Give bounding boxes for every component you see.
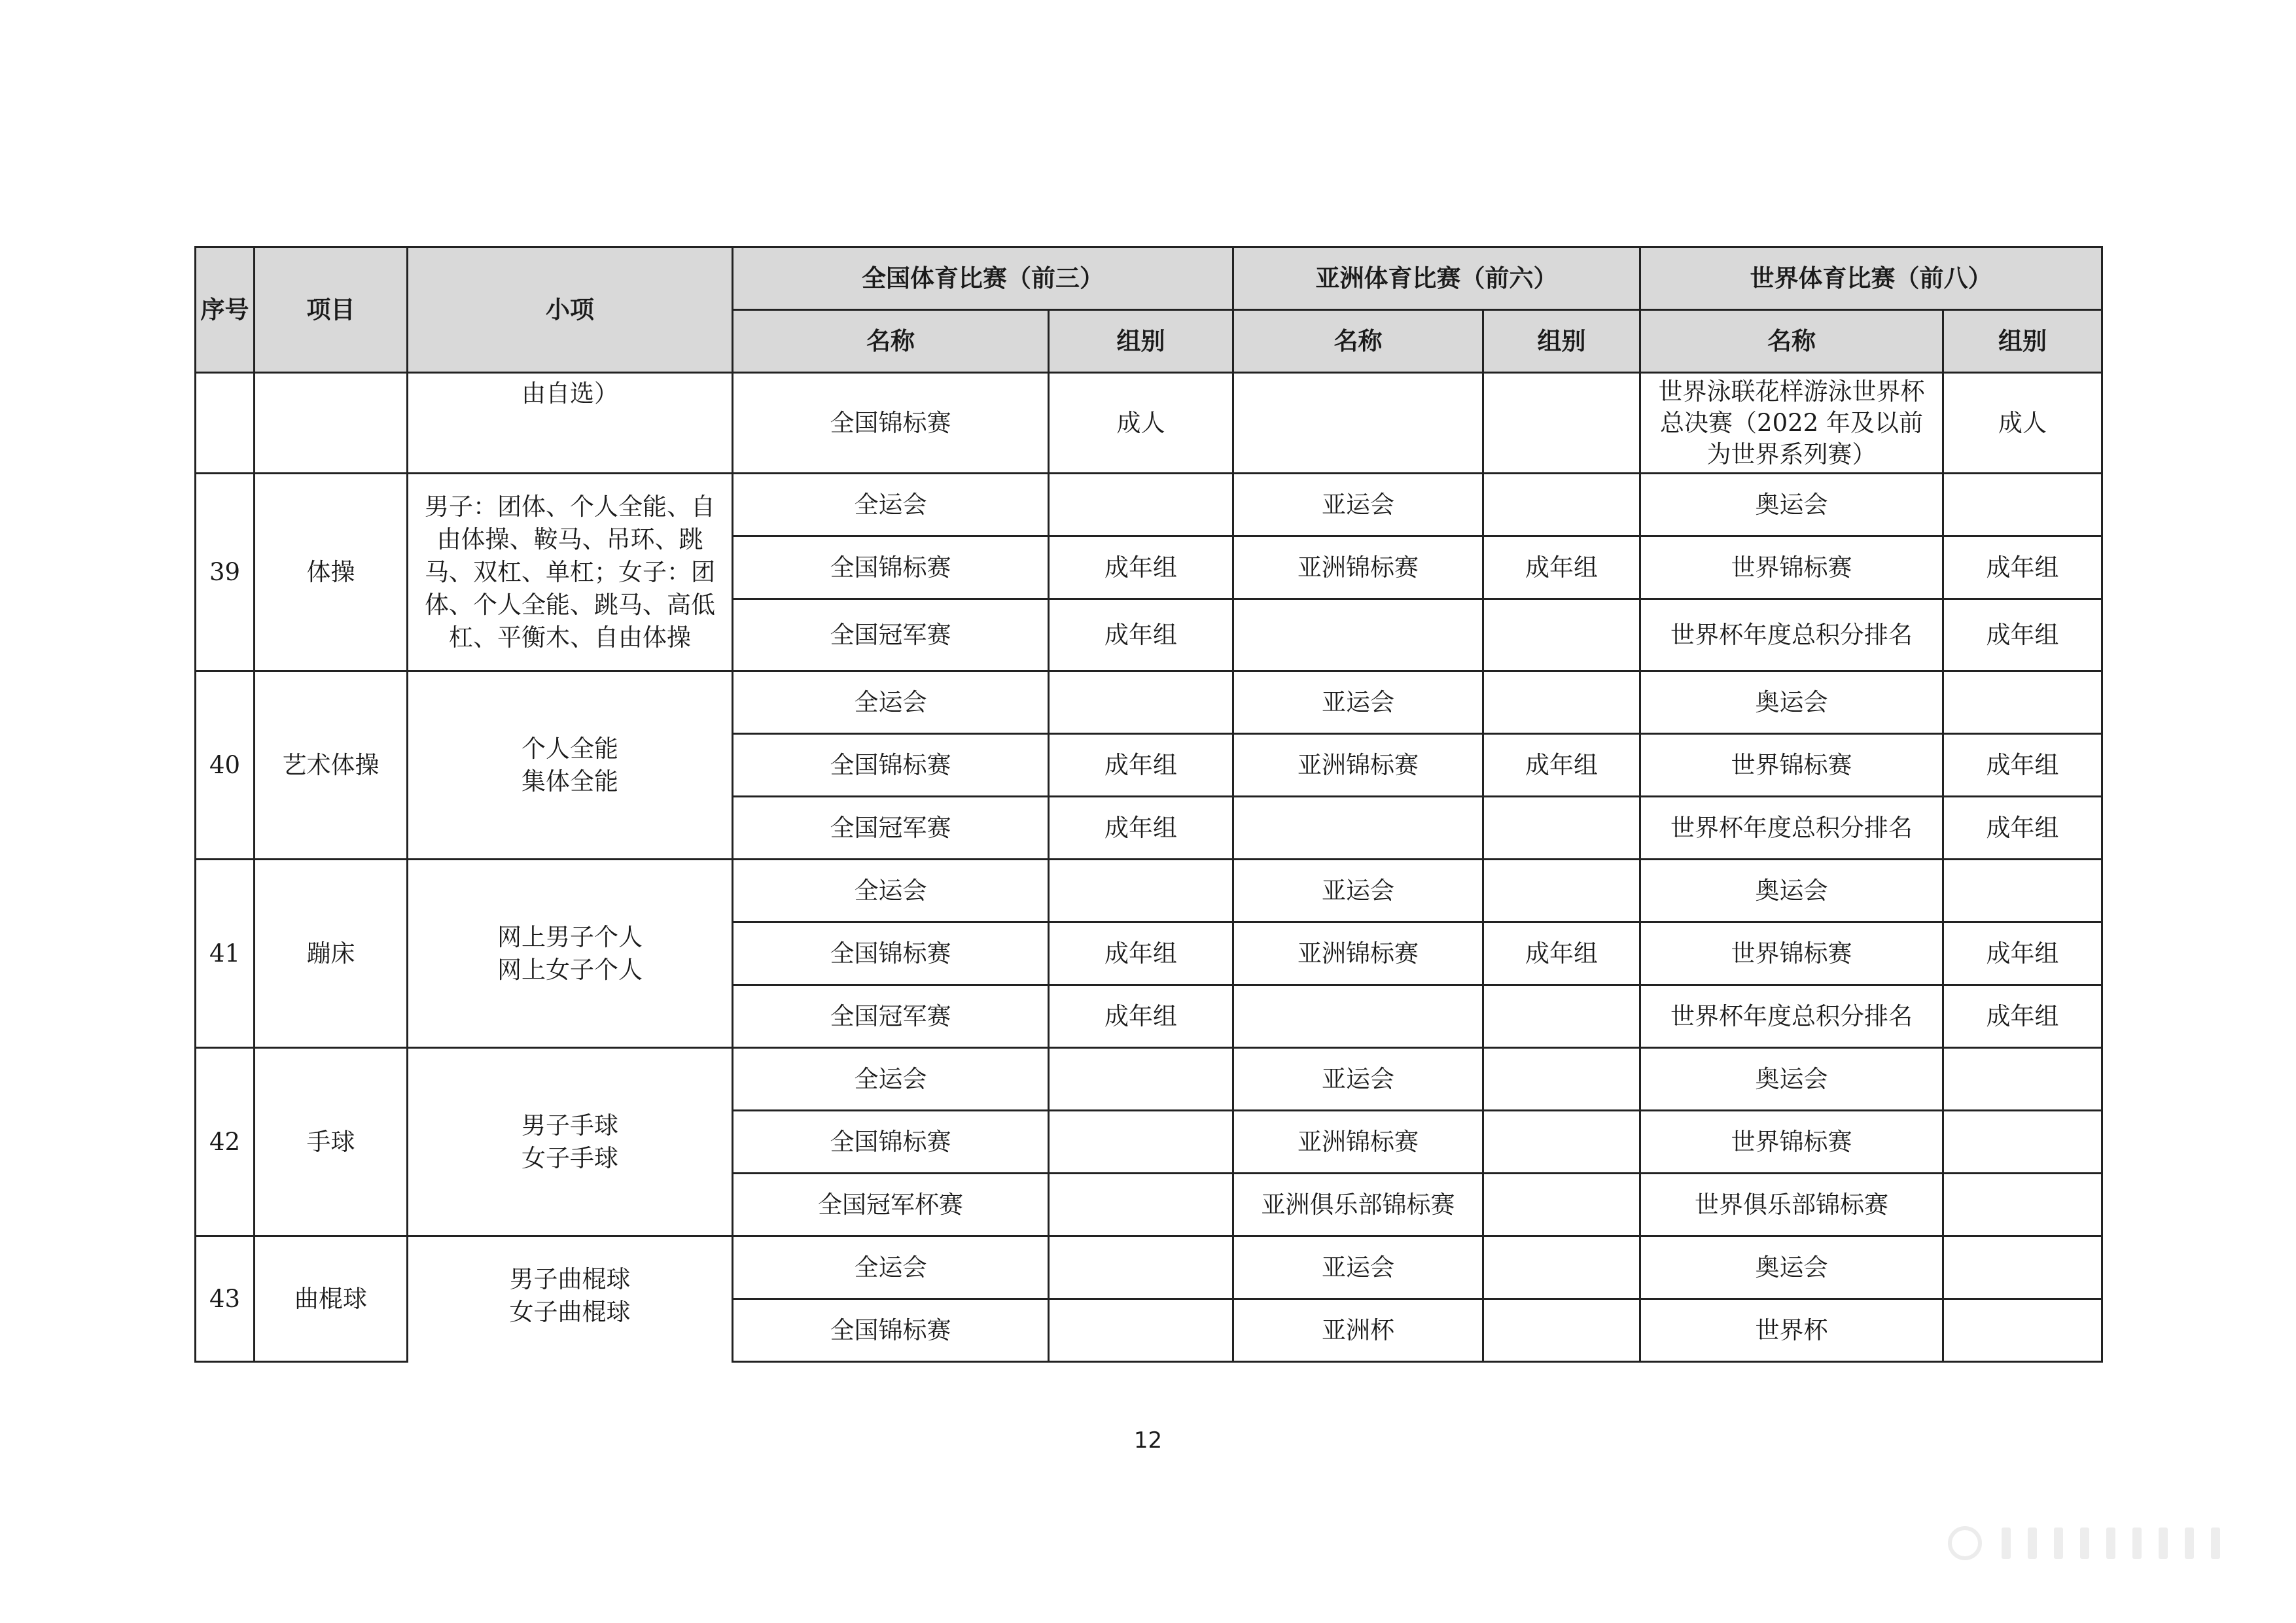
world-group-cell xyxy=(1943,671,2102,734)
world-name-cell: 世界杯年度总积分排名 xyxy=(1640,985,1943,1048)
asia-name-cell xyxy=(1233,797,1483,860)
nat-name-cell: 全国锦标赛 xyxy=(733,734,1049,797)
asia-name-cell: 亚运会 xyxy=(1233,474,1483,536)
sub-cell: 男子：团体、个人全能、自由体操、鞍马、吊环、跳马、双杠、单杠；女子：团体、个人全能、跳马、高低杠、平衡木、自由体操 xyxy=(408,474,733,671)
header-nat-group: 组别 xyxy=(1049,310,1233,373)
header-asia-group: 组别 xyxy=(1483,310,1640,373)
watermark-bar-icon xyxy=(2185,1527,2194,1559)
table-row xyxy=(196,671,2102,734)
sub-cell: 由自选） xyxy=(408,373,733,474)
world-group-cell xyxy=(1943,860,2102,922)
world-group-cell: 成年组 xyxy=(1943,797,2102,860)
asia-group-cell xyxy=(1483,599,1640,671)
asia-name-cell: 亚运会 xyxy=(1233,860,1483,922)
nat-group-cell: 成年组 xyxy=(1049,797,1233,860)
world-name-cell: 世界锦标赛 xyxy=(1640,734,1943,797)
header-world-group: 组别 xyxy=(1943,310,2102,373)
world-name-cell: 奥运会 xyxy=(1640,671,1943,734)
nat-name-cell: 全国锦标赛 xyxy=(733,1111,1049,1174)
header-national: 全国体育比赛（前三） xyxy=(733,247,1233,310)
seq-cell: 41 xyxy=(196,860,255,1048)
nat-group-cell: 成年组 xyxy=(1049,985,1233,1048)
asia-name-cell xyxy=(1233,373,1483,474)
sub-line: 男子曲棍球 xyxy=(509,1265,631,1293)
asia-group-cell xyxy=(1483,797,1640,860)
nat-name-cell: 全运会 xyxy=(733,860,1049,922)
world-group-cell xyxy=(1943,474,2102,536)
header-asia-name: 名称 xyxy=(1233,310,1483,373)
asia-group-cell xyxy=(1483,1048,1640,1111)
asia-name-cell xyxy=(1233,599,1483,671)
asia-name-cell: 亚洲锦标赛 xyxy=(1233,734,1483,797)
asia-group-cell xyxy=(1483,373,1640,474)
header-asian: 亚洲体育比赛（前六） xyxy=(1233,247,1640,310)
asia-name-cell: 亚洲锦标赛 xyxy=(1233,536,1483,599)
asia-group-cell xyxy=(1483,860,1640,922)
world-group-cell: 成年组 xyxy=(1943,734,2102,797)
watermark-bar-icon xyxy=(2132,1527,2142,1559)
nat-name-cell: 全国锦标赛 xyxy=(733,922,1049,985)
watermark-bar-icon xyxy=(2080,1527,2089,1559)
world-group-cell xyxy=(1943,1236,2102,1299)
project-cell: 手球 xyxy=(255,1048,408,1236)
seq-cell xyxy=(196,373,255,474)
seq-cell: 42 xyxy=(196,1048,255,1236)
asia-name-cell: 亚运会 xyxy=(1233,1048,1483,1111)
world-group-cell: 成年组 xyxy=(1943,599,2102,671)
world-name-cell: 奥运会 xyxy=(1640,1048,1943,1111)
world-group-cell: 成人 xyxy=(1943,373,2102,474)
world-name-cell: 奥运会 xyxy=(1640,474,1943,536)
asia-group-cell xyxy=(1483,671,1640,734)
project-cell: 艺术体操 xyxy=(255,671,408,860)
world-group-cell: 成年组 xyxy=(1943,922,2102,985)
nat-group-cell: 成年组 xyxy=(1049,922,1233,985)
nat-name-cell: 全国冠军杯赛 xyxy=(733,1174,1049,1236)
asia-group-cell xyxy=(1483,985,1640,1048)
nat-group-cell xyxy=(1049,474,1233,536)
header-sub: 小项 xyxy=(408,247,733,373)
table-row xyxy=(196,1048,2102,1111)
asia-name-cell: 亚运会 xyxy=(1233,671,1483,734)
watermark-bar-icon xyxy=(2159,1527,2168,1559)
competition-table xyxy=(194,246,2103,1363)
project-cell: 体操 xyxy=(255,474,408,671)
nat-group-cell xyxy=(1049,1174,1233,1236)
asia-group-cell xyxy=(1483,1299,1640,1362)
nat-group-cell xyxy=(1049,1299,1233,1362)
nat-group-cell xyxy=(1049,1048,1233,1111)
world-name-cell: 奥运会 xyxy=(1640,1236,1943,1299)
watermark-bar-icon xyxy=(2106,1527,2115,1559)
asia-group-cell xyxy=(1483,1236,1640,1299)
nat-name-cell: 全国锦标赛 xyxy=(733,1299,1049,1362)
header-seq: 序号 xyxy=(196,247,255,373)
sub-line: 个人全能 xyxy=(521,734,618,763)
sub-cell xyxy=(408,860,733,1048)
world-name-cell: 世界杯 xyxy=(1640,1299,1943,1362)
asia-name-cell: 亚洲俱乐部锦标赛 xyxy=(1233,1174,1483,1236)
table-row xyxy=(196,1236,2102,1299)
sub-line: 集体全能 xyxy=(521,767,618,795)
watermark-bar-icon xyxy=(2028,1527,2037,1559)
watermark-bar-icon xyxy=(2211,1527,2220,1559)
world-group-cell: 成年组 xyxy=(1943,536,2102,599)
watermark-bar-icon xyxy=(2054,1527,2063,1559)
world-group-cell: 成年组 xyxy=(1943,985,2102,1048)
asia-name-cell: 亚运会 xyxy=(1233,1236,1483,1299)
sub-line: 男子手球 xyxy=(521,1111,618,1140)
nat-name-cell: 全运会 xyxy=(733,1048,1049,1111)
header-world-name: 名称 xyxy=(1640,310,1943,373)
nat-group-cell: 成人 xyxy=(1049,373,1233,474)
world-name-cell: 奥运会 xyxy=(1640,860,1943,922)
asia-name-cell: 亚洲杯 xyxy=(1233,1299,1483,1362)
world-name-cell: 世界俱乐部锦标赛 xyxy=(1640,1174,1943,1236)
nat-group-cell: 成年组 xyxy=(1049,536,1233,599)
watermark-logo xyxy=(1948,1526,2236,1560)
nat-group-cell xyxy=(1049,1111,1233,1174)
header-project: 项目 xyxy=(255,247,408,373)
project-cell: 曲棍球 xyxy=(255,1236,408,1362)
header-row-1 xyxy=(196,247,2102,310)
nat-name-cell: 全运会 xyxy=(733,671,1049,734)
asia-name-cell: 亚洲锦标赛 xyxy=(1233,1111,1483,1174)
world-name-cell: 世界杯年度总积分排名 xyxy=(1640,797,1943,860)
nat-group-cell: 成年组 xyxy=(1049,734,1233,797)
nat-name-cell: 全运会 xyxy=(733,474,1049,536)
nat-name-cell: 全运会 xyxy=(733,1236,1049,1299)
table-row xyxy=(196,474,2102,536)
asia-group-cell: 成年组 xyxy=(1483,536,1640,599)
table-row xyxy=(196,860,2102,922)
asia-name-cell xyxy=(1233,985,1483,1048)
nat-name-cell: 全国冠军赛 xyxy=(733,599,1049,671)
world-name-cell: 世界泳联花样游泳世界杯总决赛（2022 年及以前为世界系列赛） xyxy=(1640,373,1943,474)
sub-cell xyxy=(408,671,733,860)
nat-group-cell: 成年组 xyxy=(1049,599,1233,671)
project-cell xyxy=(255,373,408,474)
world-group-cell xyxy=(1943,1299,2102,1362)
sub-line: 网上男子个人 xyxy=(497,922,643,951)
asia-group-cell xyxy=(1483,1111,1640,1174)
world-name-cell: 世界锦标赛 xyxy=(1640,1111,1943,1174)
watermark-circle-icon xyxy=(1948,1526,1982,1560)
world-group-cell xyxy=(1943,1174,2102,1236)
world-name-cell: 世界杯年度总积分排名 xyxy=(1640,599,1943,671)
nat-name-cell: 全国冠军赛 xyxy=(733,985,1049,1048)
nat-group-cell xyxy=(1049,671,1233,734)
world-group-cell xyxy=(1943,1048,2102,1111)
sub-line: 女子曲棍球 xyxy=(509,1298,631,1326)
nat-group-cell xyxy=(1049,1236,1233,1299)
world-name-cell: 世界锦标赛 xyxy=(1640,922,1943,985)
sub-cell xyxy=(408,1048,733,1236)
asia-group-cell: 成年组 xyxy=(1483,734,1640,797)
watermark-bar-icon xyxy=(2002,1527,2011,1559)
asia-name-cell: 亚洲锦标赛 xyxy=(1233,922,1483,985)
header-world: 世界体育比赛（前八） xyxy=(1640,247,2102,310)
project-cell: 蹦床 xyxy=(255,860,408,1048)
world-group-cell xyxy=(1943,1111,2102,1174)
asia-group-cell: 成年组 xyxy=(1483,922,1640,985)
nat-name-cell: 全国锦标赛 xyxy=(733,536,1049,599)
asia-group-cell xyxy=(1483,474,1640,536)
table-row xyxy=(196,373,2102,474)
seq-cell: 39 xyxy=(196,474,255,671)
sub-line: 女子手球 xyxy=(521,1143,618,1172)
world-name-cell: 世界锦标赛 xyxy=(1640,536,1943,599)
nat-name-cell: 全国冠军赛 xyxy=(733,797,1049,860)
sub-line: 网上女子个人 xyxy=(497,955,643,984)
nat-name-cell: 全国锦标赛 xyxy=(733,373,1049,474)
nat-group-cell xyxy=(1049,860,1233,922)
asia-group-cell xyxy=(1483,1174,1640,1236)
seq-cell: 40 xyxy=(196,671,255,860)
seq-cell: 43 xyxy=(196,1236,255,1362)
page-number: 12 xyxy=(1133,1427,1163,1454)
header-nat-name: 名称 xyxy=(733,310,1049,373)
sub-cell xyxy=(408,1236,733,1362)
